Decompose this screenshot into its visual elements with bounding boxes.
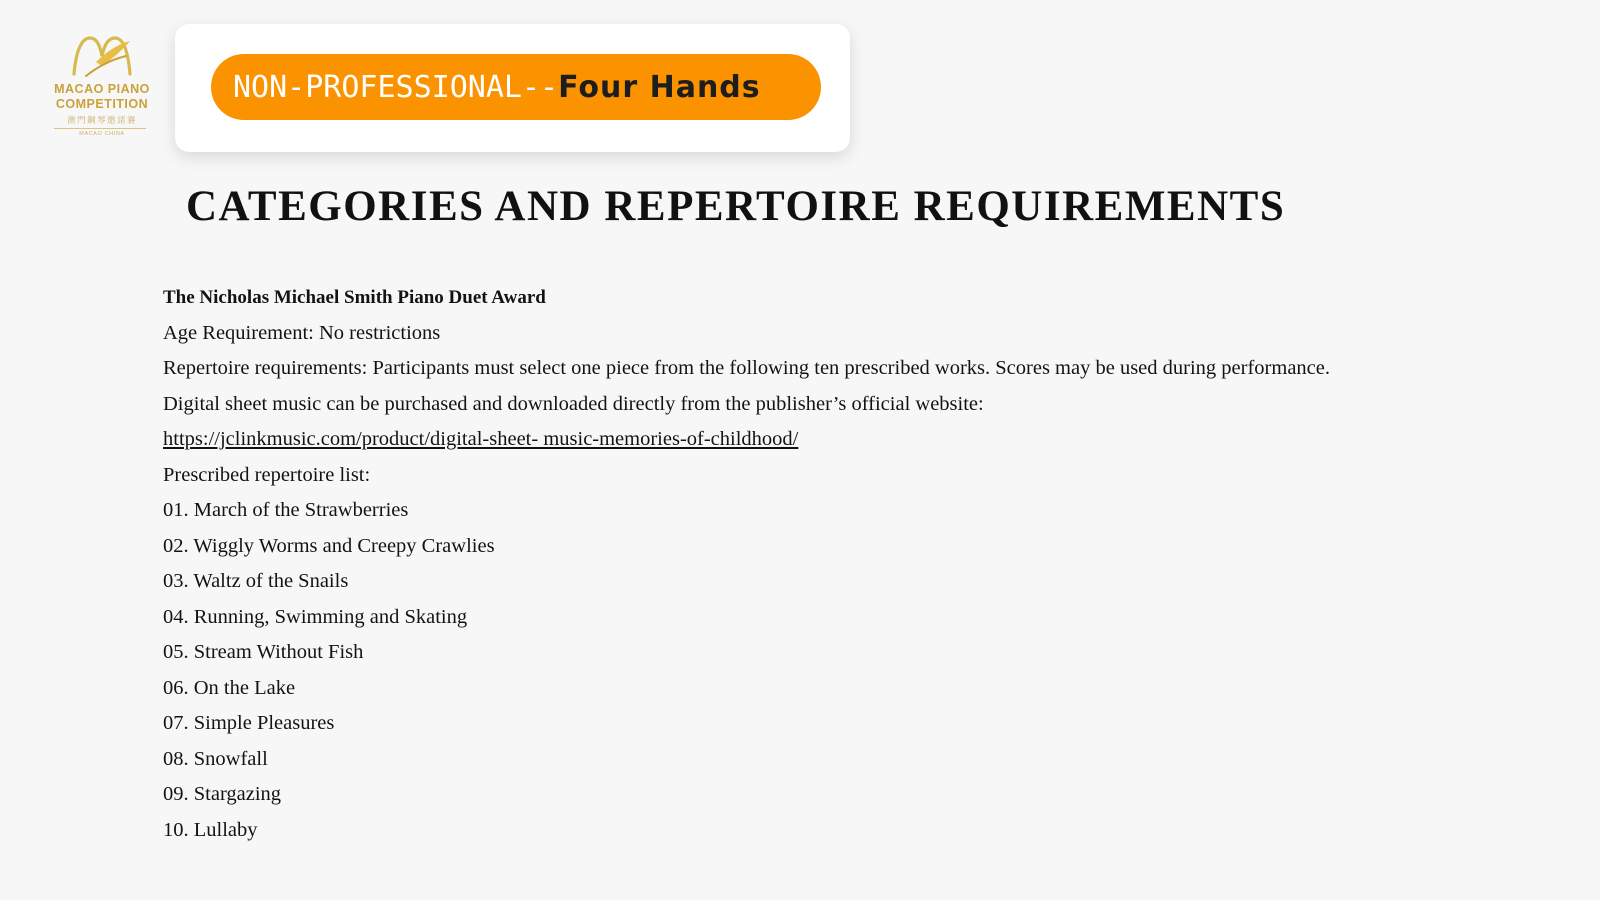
requirements-body bbox=[163, 280, 1463, 848]
page-title: CATEGORIES AND REPERTOIRE REQUIREMENTS bbox=[186, 183, 1286, 230]
list-item: 01. March of the Strawberries bbox=[163, 499, 409, 521]
category-banner-card bbox=[175, 24, 850, 152]
publisher-link[interactable]: https://jclinkmusic.com/product/digital-sheet- music-memories-of-childhood/ bbox=[163, 428, 799, 450]
award-title: The Nicholas Michael Smith Piano Duet Award bbox=[163, 287, 546, 308]
publisher-link-row bbox=[163, 422, 1463, 458]
category-banner-pill bbox=[211, 54, 821, 120]
list-item: 03. Waltz of the Snails bbox=[163, 570, 349, 592]
logo-wordmark bbox=[54, 82, 150, 137]
list-item: 08. Snowfall bbox=[163, 747, 268, 770]
list-item: 07. Simple Pleasures bbox=[163, 712, 335, 734]
logo-line-2: COMPETITION bbox=[55, 96, 149, 111]
list-item: 04. Running, Swimming and Skating bbox=[163, 605, 468, 628]
competition-logo bbox=[48, 30, 156, 152]
logo-divider bbox=[54, 128, 146, 129]
category-banner-text bbox=[233, 70, 761, 105]
list-item: 06. On the Lake bbox=[163, 676, 296, 699]
list-item: 09. Stargazing bbox=[163, 783, 282, 805]
logo-subtitle: MACAO CHINA bbox=[79, 130, 125, 137]
age-requirement: Age Requirement: No restrictions bbox=[163, 321, 441, 344]
logo-line-1: MACAO PIANO bbox=[54, 82, 150, 96]
logo-chinese-name: 澳門鋼琴邀請賽 bbox=[66, 114, 137, 125]
piano-m-monogram-icon bbox=[66, 32, 138, 78]
list-item: 05. Stream Without Fish bbox=[163, 641, 364, 663]
category-banner-segment-2: Four Hands bbox=[558, 69, 761, 105]
digital-sheet-note: Digital sheet music can be purchased and downloaded directly from the publisher’s official website: bbox=[163, 392, 984, 415]
repertoire-list-label: Prescribed repertoire list: bbox=[163, 463, 371, 486]
list-item: 02. Wiggly Worms and Creepy Crawlies bbox=[163, 534, 495, 557]
list-item: 10. Lullaby bbox=[163, 818, 258, 841]
category-banner-segment-1: NON-PROFESSIONAL-- bbox=[233, 69, 559, 105]
repertoire-requirements: Repertoire requirements: Participants must select one piece from the following ten prescribed works. Scores may be used during performance. bbox=[163, 357, 1330, 379]
